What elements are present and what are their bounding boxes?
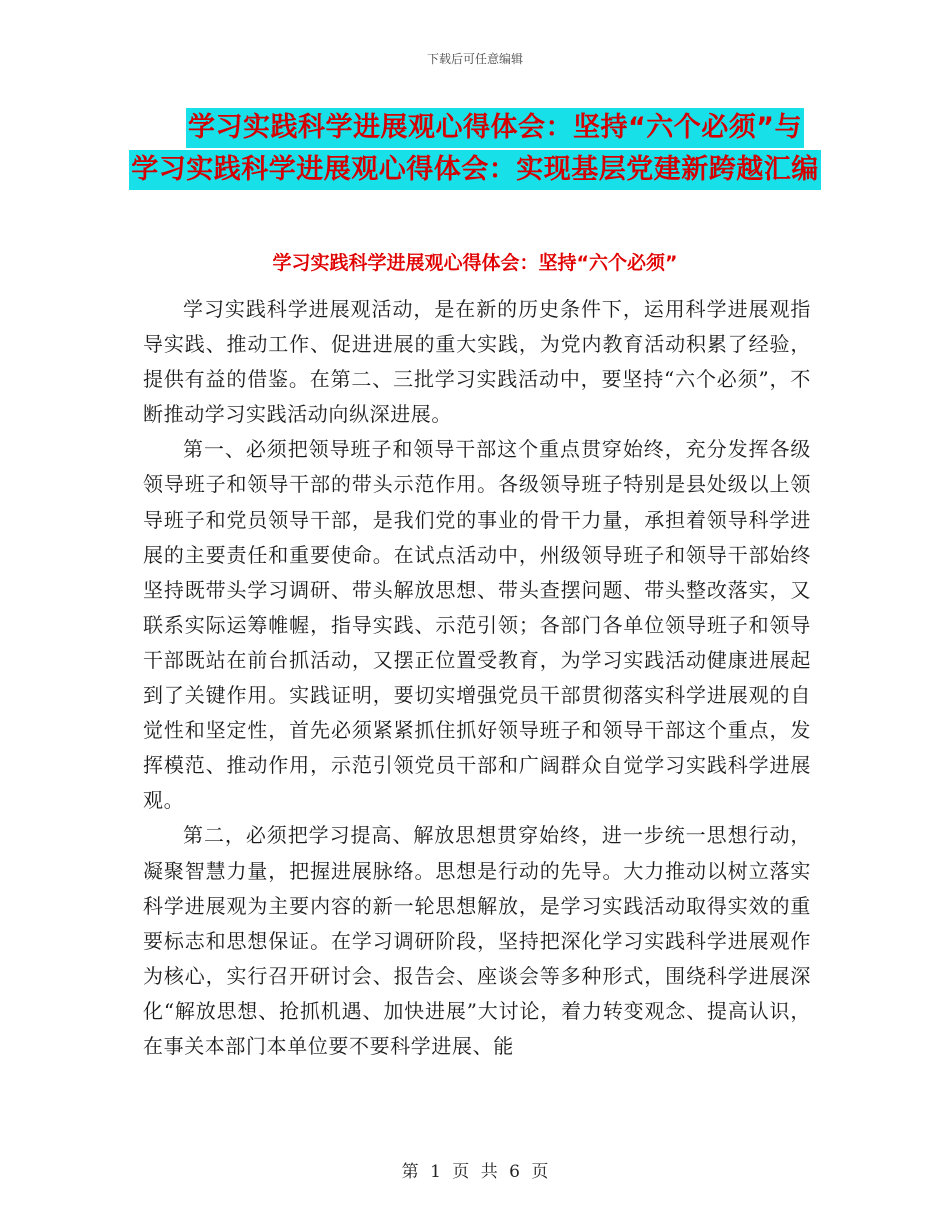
- document-title: [0, 108, 950, 190]
- header-note: 下载后可任意编辑: [426, 52, 523, 66]
- title-line-1: 学习实践科学进展观心得体会：坚持“六个必须”与: [186, 108, 804, 148]
- paragraph-second: 第二，必须把学习提高、解放思想贯穿始终，进一步统一思想行动，凝聚智慧力量，把握进展脉络。思想是行动的先导。大力推动以树立落实科学进展观为主要内容的新一轮思想解放，是学习实践活动取得实效的重要标志和思想保证。在学习调研阶段，坚持把深化学习实践科学进展观作为核心，实行召开研讨会、报告会、座谈会等多种形式，围绕科学进展深化“解放思想、抢抓机遇、加快进展”大讨论，着力转变观念、提高认识，在事关本部门本单位要不要科学进展、能: [143, 823, 811, 1058]
- page-number-footer: 第 1 页 共 6 页: [401, 1162, 549, 1182]
- paragraph-first: 第一、必须把领导班子和领导干部这个重点贯穿始终，充分发挥各级领导班子和领导干部的带头示范作用。各级领导班子特别是县处级以上领导班子和党员领导干部，是我们党的事业的骨干力量，承担着领导科学进展的主要责任和重要使命。在试点活动中，州级领导班子和领导干部始终坚持既带头学习调研、带头解放思想、带头查摆问题、带头整改落实，又联系实际运筹帷幄，指导实践、示范引领；各部门各单位领导班子和领导干部既站在前台抓活动，又摆正位置受教育，为学习实践活动健康进展起到了关键作用。实践证明，要切实增强党员干部贯彻落实科学进展观的自觉性和坚定性，首先必须紧紧抓住抓好领导班子和领导干部这个重点，发挥模范、推动作用，示范引领党员干部和广阔群众自觉学习实践科学进展观。: [143, 437, 811, 813]
- title-line-2: 学习实践科学进展观心得体会：实现基层党建新跨越汇编: [129, 150, 821, 190]
- paragraph-intro: 学习实践科学进展观活动，是在新的历史条件下，运用科学进展观指导实践、推动工作、促进进展的重大实践，为党内教育活动积累了经验，提供有益的借鉴。在第二、三批学习实践活动中，要坚持“六个必须”，不断推动学习实践活动向纵深进展。: [143, 297, 811, 427]
- section-heading: 学习实践科学进展观心得体会：坚持“六个必须”: [272, 252, 678, 274]
- body-text: [143, 292, 811, 1064]
